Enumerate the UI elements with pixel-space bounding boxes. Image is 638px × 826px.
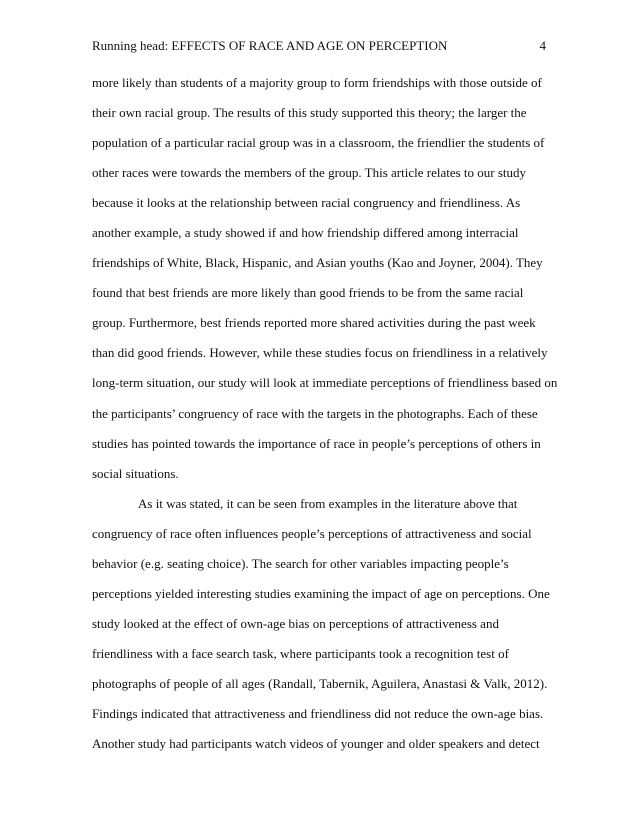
text-line: more likely than students of a majority group to form friendships with those outside of — [92, 75, 542, 90]
page-header — [92, 37, 546, 55]
text-line: other races were towards the members of the group. This article relates to our study — [92, 165, 527, 181]
text-line: found that best friends are more likely than good friends to be from the same racial — [92, 285, 524, 301]
text-line: because it looks at the relationship between racial congruency and friendliness. As — [92, 195, 521, 211]
text-line: their own racial group. The results of this study supported this theory; the larger the — [92, 105, 527, 121]
text-line: population of a particular racial group was in a classroom, the friendlier the students of — [92, 135, 545, 151]
text-line: photographs of people of all ages (Randall, Tabernik, Aguilera, Anastasi & Valk, 2012). — [92, 675, 548, 691]
text-line: congruency of race often influences people’s perceptions of attractiveness and social — [92, 525, 532, 541]
text-line: Findings indicated that attractiveness and friendliness did not reduce the own-age bias. — [92, 705, 544, 721]
text-line: long-term situation, our study will look at immediate perceptions of friendliness based on — [92, 375, 558, 391]
text-line: another example, a study showed if and how friendship differed among interracial — [92, 225, 519, 241]
text-line: study looked at the effect of own-age bias on perceptions of attractiveness and — [92, 615, 499, 631]
text-line: than did good friends. However, while these studies focus on friendliness in a relatively — [92, 345, 548, 361]
body-text — [92, 68, 558, 759]
text-line: group. Furthermore, best friends reported more shared activities during the past week — [92, 315, 536, 331]
text-line: friendliness with a face search task, where participants took a recognition test of — [92, 645, 509, 661]
page-number: 4 — [539, 38, 546, 53]
paragraph-first-line: As it was stated, it can be seen from examples in the literature above that — [138, 495, 518, 511]
text-line: the participants’ congruency of race with the targets in the photographs. Each of these — [92, 405, 538, 421]
text-line: Another study had participants watch videos of younger and older speakers and detect — [92, 736, 540, 752]
text-line: studies has pointed towards the importance of race in people’s perceptions of others in — [92, 435, 541, 451]
text-line: perceptions yielded interesting studies examining the impact of age on perceptions. One — [92, 585, 550, 601]
text-line: friendships of White, Black, Hispanic, and Asian youths (Kao and Joyner, 2004). They — [92, 255, 543, 271]
running-head: Running head: EFFECTS OF RACE AND AGE ON PERCEPTION — [92, 38, 448, 53]
text-line: social situations. — [92, 465, 179, 481]
text-line: behavior (e.g. seating choice). The search for other variables impacting people’s — [92, 555, 509, 571]
